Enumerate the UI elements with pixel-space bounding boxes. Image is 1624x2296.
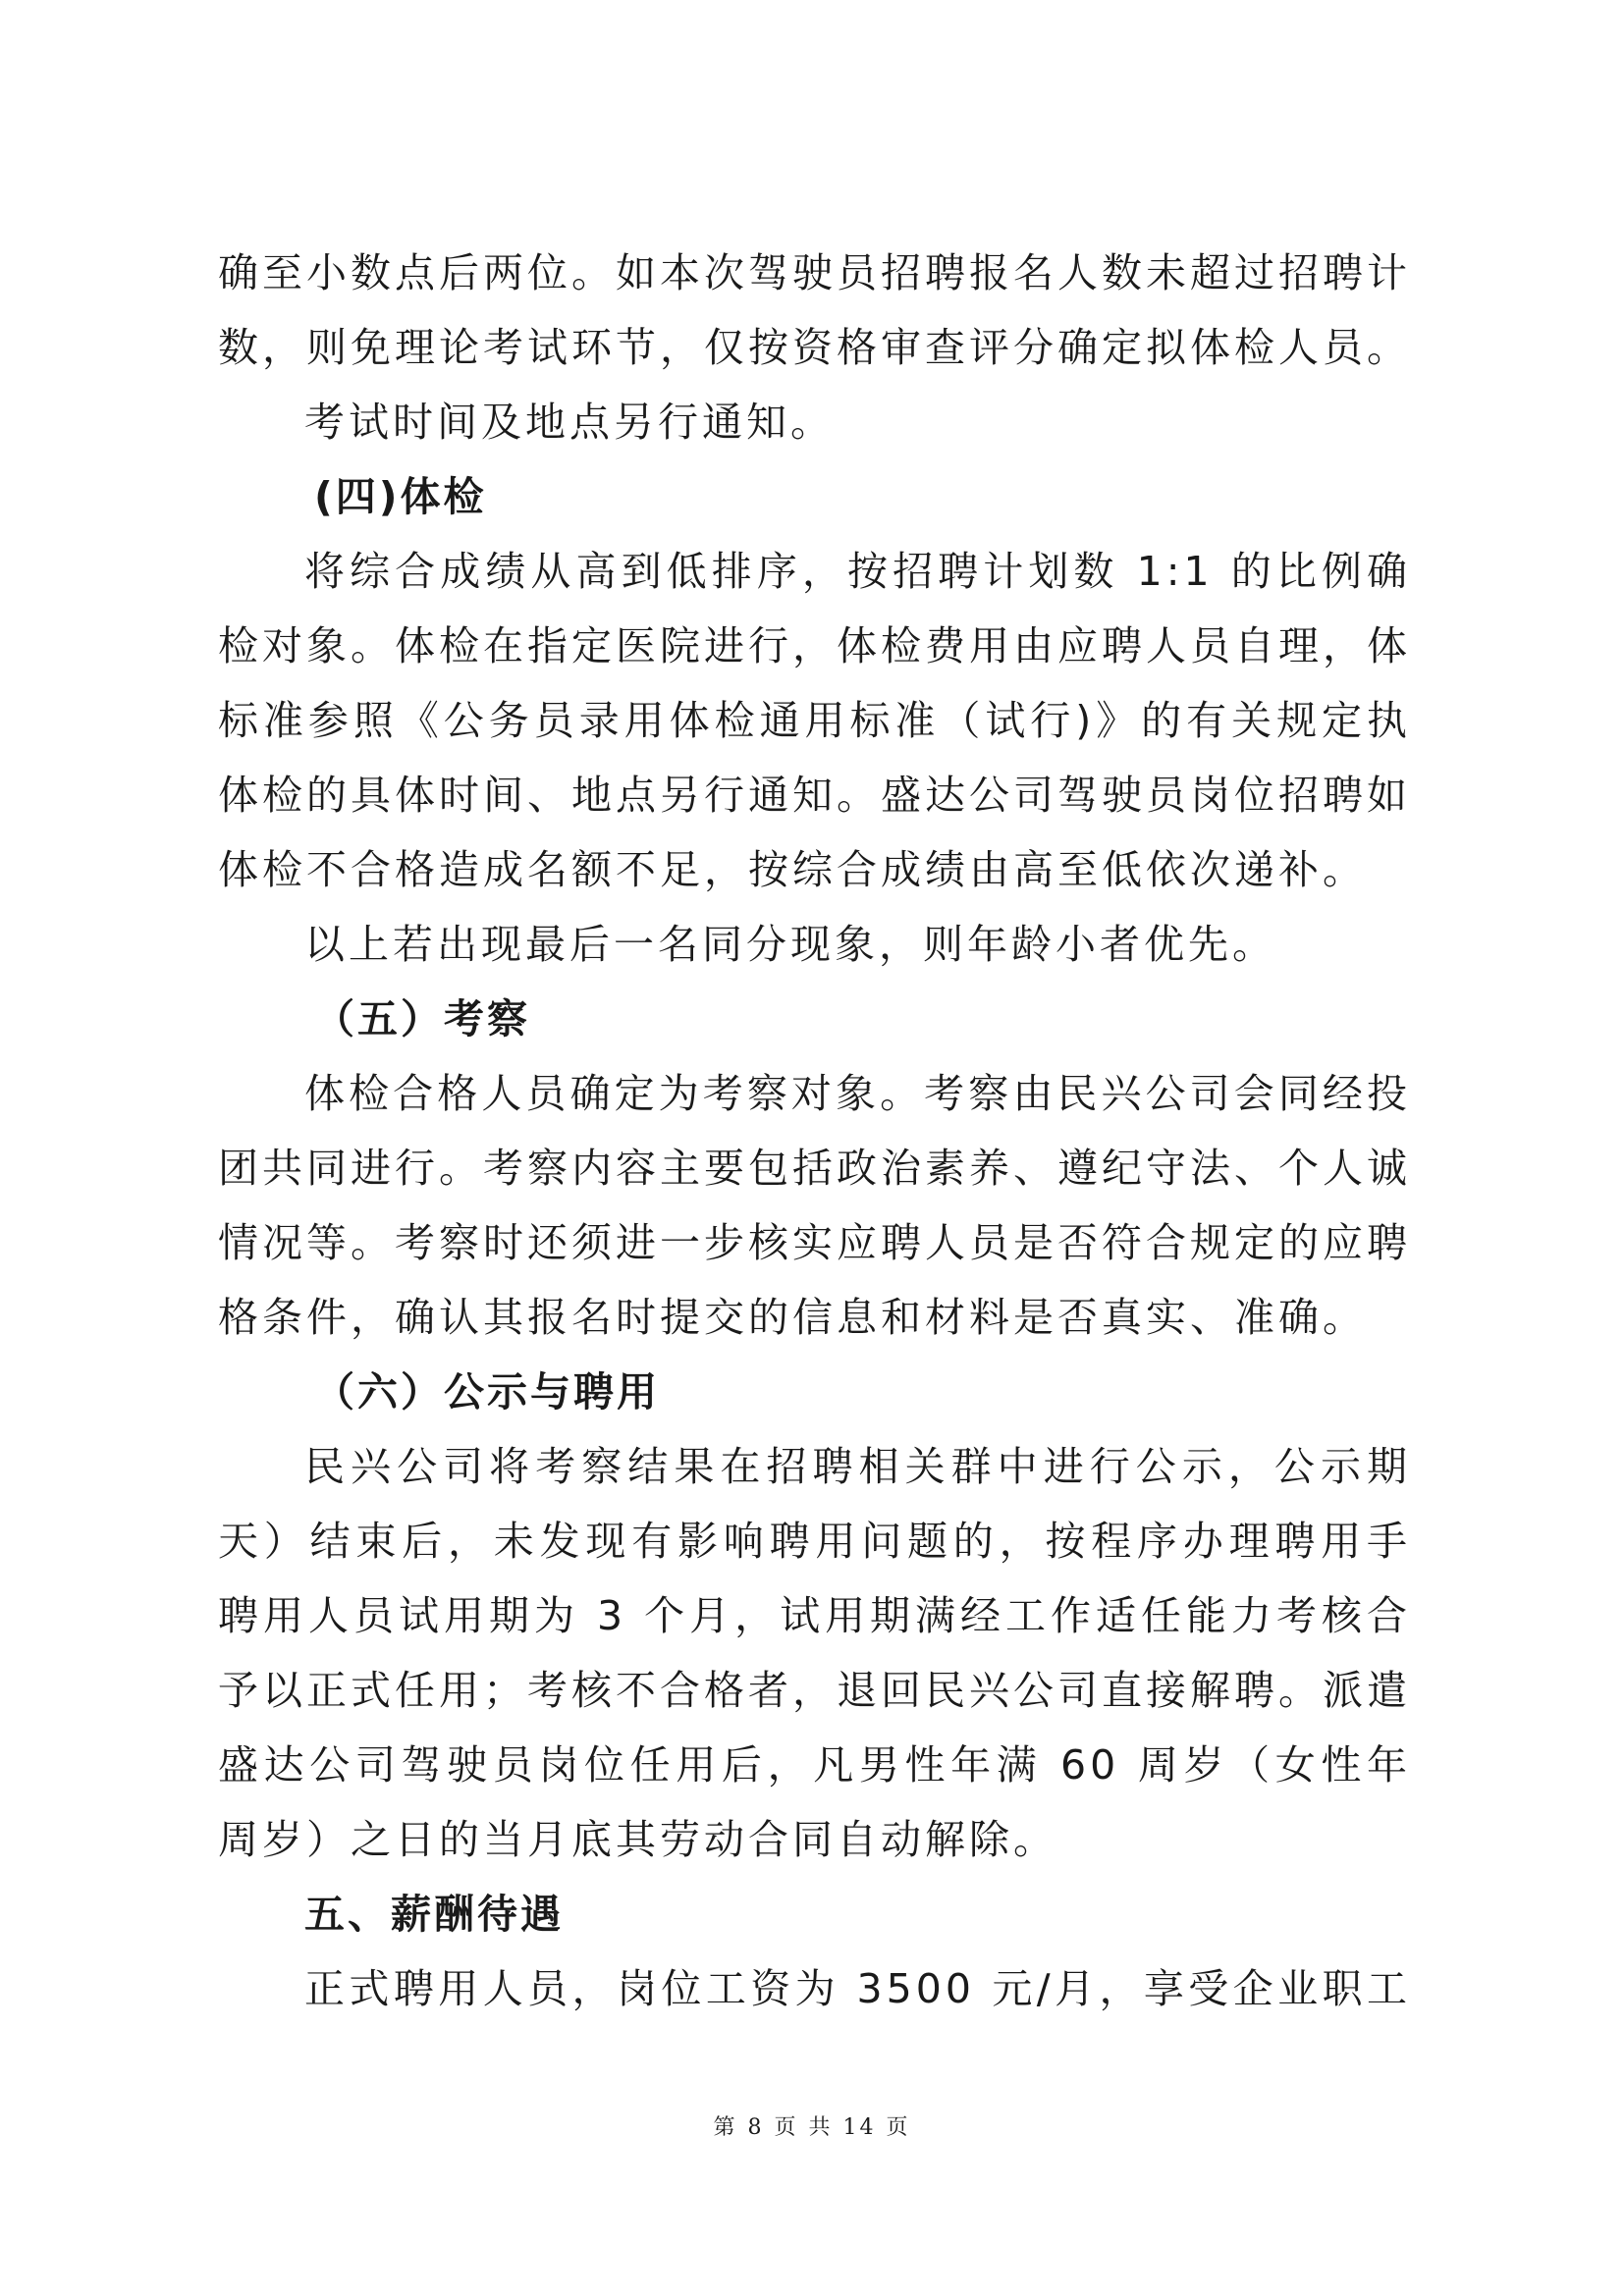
paragraph-last-line: 周岁）之日的当月底其劳动合同自动解除。 xyxy=(218,1816,1057,1863)
section-subheading: （六）公示与聘用 xyxy=(314,1368,660,1415)
section-subheading: (四)体检 xyxy=(314,473,487,520)
paragraph-line: 情况等。考察时还须进一步核实应聘人员是否符合规定的应聘 xyxy=(218,1219,1411,1266)
text-lines xyxy=(218,236,1411,2026)
paragraph-line: 标准参照《公务员录用体检通用标准（试行)》的有关规定执 xyxy=(218,697,1411,744)
paragraph-line: 盛达公司驾驶员岗位任用后，凡男性年满 60 周岁（女性年 xyxy=(218,1741,1411,1789)
paragraph-last-line: 体检不合格造成名额不足，按综合成绩由高至低依次递补。 xyxy=(218,846,1367,893)
page-footer: 第 8 页 共 14 页 xyxy=(713,2115,911,2140)
paragraph-first-line: 民兴公司将考察结果在招聘相关群中进行公示，公示期 xyxy=(304,1443,1411,1490)
document-body xyxy=(218,236,1411,2026)
paragraph-single-line: 以上若出现最后一名同分现象，则年龄小者优先。 xyxy=(304,921,1276,968)
paragraph-first-line: 正式聘用人员，岗位工资为 3500 元/月，享受企业职工 xyxy=(304,1965,1411,2012)
paragraph-first-line: 将综合成绩从高到低排序，按招聘计划数 1:1 的比例确 xyxy=(304,548,1411,595)
paragraph-first-line: 体检合格人员确定为考察对象。考察由民兴公司会同经投 xyxy=(304,1070,1411,1117)
paragraph-line: 团共同进行。考察内容主要包括政治素养、遵纪守法、个人诚 xyxy=(218,1145,1411,1192)
paragraph-line: 检对象。体检在指定医院进行，体检费用由应聘人员自理，体 xyxy=(218,622,1411,669)
paragraph-line: 天）结束后，未发现有影响聘用问题的，按程序办理聘用手 xyxy=(218,1518,1411,1565)
paragraph-line: 予以正式任用；考核不合格者，退回民兴公司直接解聘。派遣 xyxy=(218,1667,1411,1714)
section-subheading: （五）考察 xyxy=(314,995,530,1042)
section-heading: 五、薪酬待遇 xyxy=(304,1891,564,1938)
paragraph-line: 聘用人员试用期为 3 个月，试用期满经工作适任能力考核合 xyxy=(218,1592,1411,1639)
paragraph-line: 体检的具体时间、地点另行通知。盛达公司驾驶员岗位招聘如 xyxy=(218,772,1411,819)
paragraph-last-line: 格条件，确认其报名时提交的信息和材料是否真实、准确。 xyxy=(218,1294,1367,1341)
paragraph-single-line: 考试时间及地点另行通知。 xyxy=(304,399,835,446)
paragraph-line: 确至小数点后两位。如本次驾驶员招聘报名人数未超过招聘计 xyxy=(218,249,1411,296)
paragraph-last-line: 数，则免理论考试环节，仅按资格审查评分确定拟体检人员。 xyxy=(218,324,1411,371)
